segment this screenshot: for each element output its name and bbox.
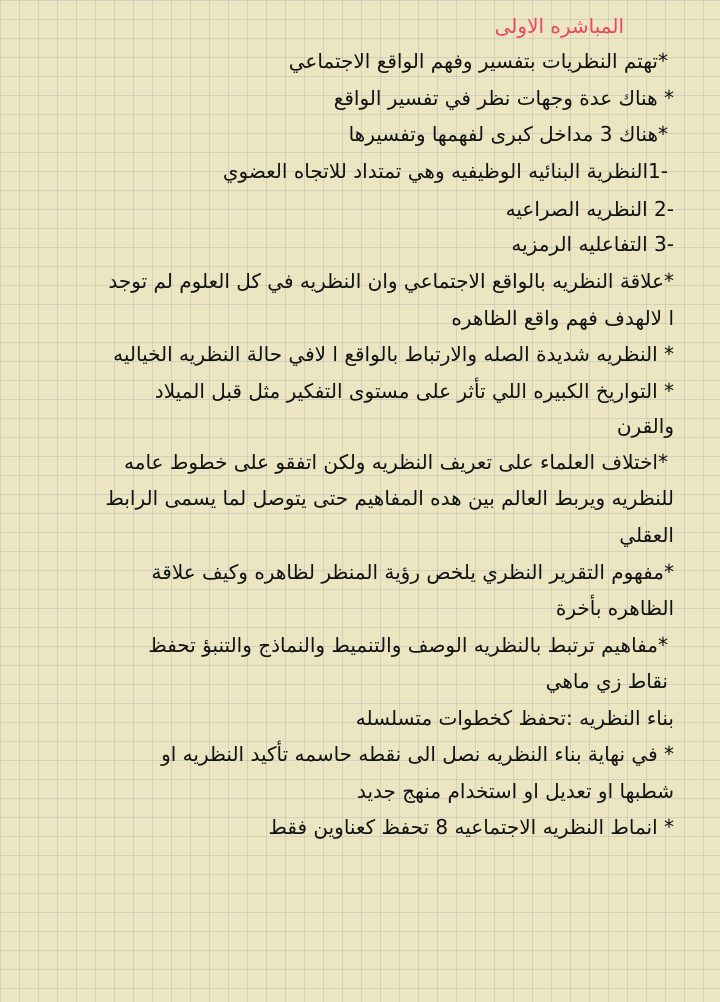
note-line: * انماط النظريه الاجتماعيه 8 تحفظ كعناوين فقط — [268, 815, 674, 839]
note-line: -3 التفاعليه الرمزيه — [511, 232, 674, 256]
note-title: المباشره الاولى — [494, 14, 624, 38]
note-line: العقلي — [619, 523, 674, 547]
note-line: شطبها او تعديل او استخدام منهج جديد — [356, 779, 674, 803]
note-line: *هناك 3 مداخل كبرى لفهمها وتفسيرها — [348, 122, 668, 146]
note-line: بناء النظريه :تحفظ كخطوات متسلسله — [355, 706, 674, 730]
note-line: * هناك عدة وجهات نظر في تفسير الواقع — [333, 86, 674, 110]
note-line: * في نهاية بناء النظريه نصل الى نقطه حاسمه تأكيد النظريه او — [161, 742, 674, 766]
note-line: -2 النظريه الصراعيه — [505, 197, 674, 221]
note-line: *تهتم النظريات بتفسير وفهم الواقع الاجتماعي — [288, 49, 668, 73]
note-line: *مفاهيم ترتبط بالنظريه الوصف والتنميط والنماذج والتنبؤ تحفظ — [148, 633, 668, 657]
note-line: ا لالهدف فهم واقع الظاهره — [451, 306, 674, 330]
note-line: -1النظرية البنائيه الوظيفيه وهي تمتداد للاتجاه العضوي — [222, 159, 668, 183]
note-line: نقاط زي ماهي — [545, 669, 668, 693]
note-line: للنظريه ويربط العالم بين هده المفاهيم حتى يتوصل لما يسمى الرابط — [105, 486, 674, 510]
note-line: *علاقة النظريه بالواقع الاجتماعي وان النظريه في كل العلوم لم توجد — [108, 269, 674, 293]
note-line: *اختلاف العلماء على تعريف النظريه ولكن اتفقو على خطوط عامه — [124, 450, 668, 474]
note-line: *مفهوم التقرير النظري يلخص رؤية المنظر لظاهره وكيف علاقة — [151, 560, 674, 584]
note-line: * التواريخ الكبيره اللي تأثر على مستوى التفكير مثل قبل الميلاد — [154, 379, 674, 403]
note-line: والقرن — [616, 414, 674, 438]
note-line: الظاهره بأخرة — [555, 596, 674, 620]
note-line: * النظريه شديدة الصله والارتباط بالواقع ا لافي حالة النظريه الخياليه — [113, 342, 674, 366]
